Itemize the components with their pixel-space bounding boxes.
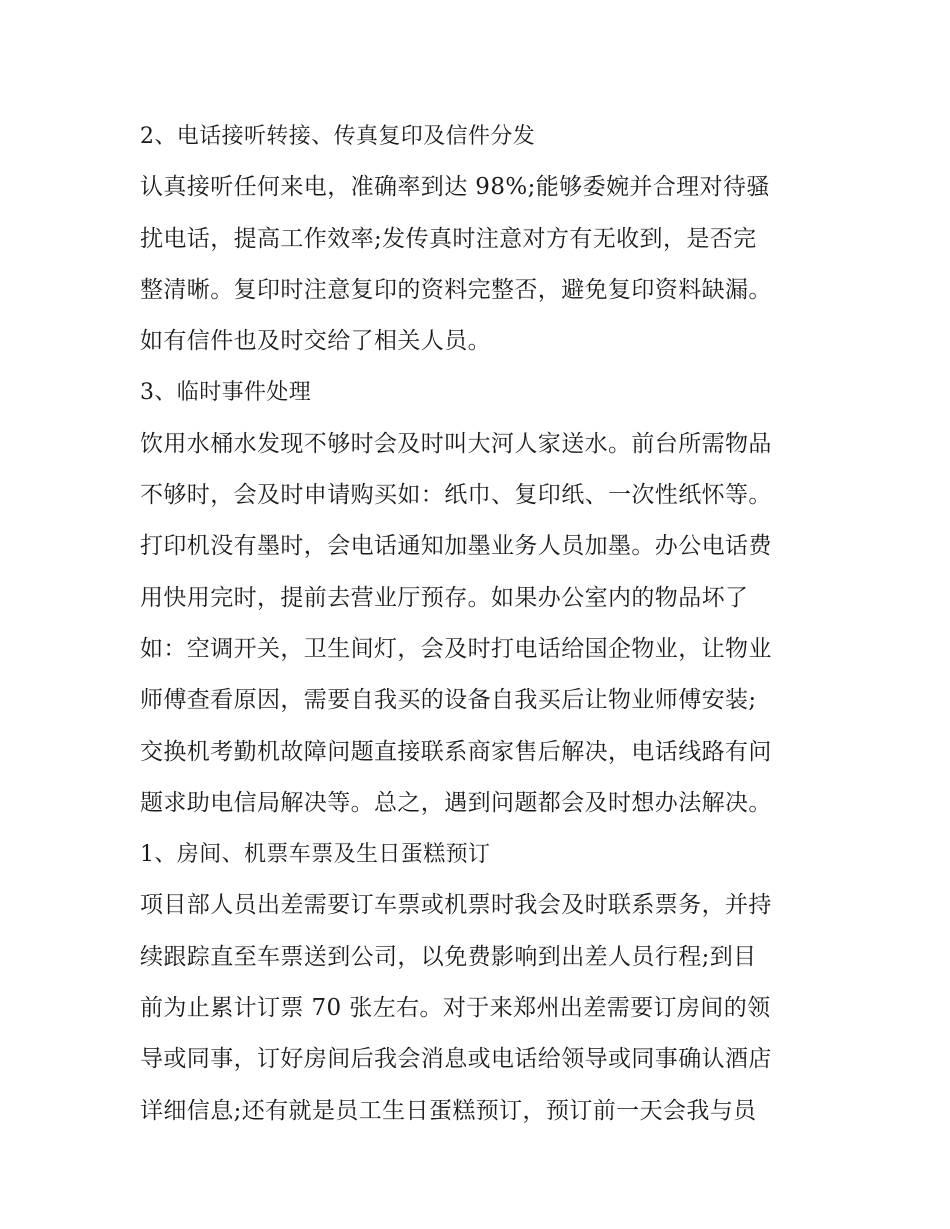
paragraph-line: 项目部人员出差需要订车票或机票时我会及时联系票务，并持 xyxy=(140,892,772,919)
paragraph-line: 如有信件也及时交给了相关人员。 xyxy=(140,328,491,355)
paragraph-line: 师傅查看原因，需要自我买的设备自我买后让物业师傅安装; xyxy=(140,687,757,714)
paragraph-line: 交换机考勤机故障问题直接联系商家售后解决，电话线路有问 xyxy=(140,738,772,765)
paragraph-line: 饮用水桶水发现不够时会及时叫大河人家送水。前台所需物品 xyxy=(140,430,772,457)
paragraph-line: 不够时，会及时申请购买如：纸巾、复印纸、一次性纸怀等。 xyxy=(140,482,772,509)
paragraph-line: 扰电话，提高工作效率;发传真时注意对方有无收到，是否完 xyxy=(140,225,757,252)
paragraph-line: 用快用完时，提前去营业厅预存。如果办公室内的物品坏了 xyxy=(140,584,749,611)
paragraph-line: 题求助电信局解决等。总之，遇到问题都会及时想办法解决。 xyxy=(140,789,772,816)
paragraph-line: 前为止累计订票 70 张左右。对于来郑州出差需要订房间的领 xyxy=(140,995,771,1022)
paragraph-line: 如：空调开关，卫生间灯，会及时打电话给国企物业，让物业 xyxy=(140,635,772,662)
section-heading-bookings: 1、房间、机票车票及生日蛋糕预订 xyxy=(140,842,491,868)
paragraph-line: 认真接听任何来电，准确率到达 98%;能够委婉并合理对待骚 xyxy=(140,174,770,201)
paragraph-line: 详细信息;还有就是员工生日蛋糕预订，预订前一天会我与员 xyxy=(140,1097,757,1124)
paragraph-line: 续跟踪直至车票送到公司，以免费影响到出差人员行程;到目 xyxy=(140,943,757,970)
section-heading-phone-fax-mail: 2、电话接听转接、传真复印及信件分发 xyxy=(140,124,536,149)
document-body xyxy=(140,111,820,1137)
paragraph-line: 整清晰。复印时注意复印的资料完整否，避免复印资料缺漏。 xyxy=(140,276,772,303)
section-heading-temporary-events: 3、临时事件处理 xyxy=(140,380,312,406)
paragraph-line: 打印机没有墨时，会电话通知加墨业务人员加墨。办公电话费 xyxy=(140,533,772,560)
paragraph-line: 导或同事，订好房间后我会消息或电话给领导或同事确认酒店 xyxy=(140,1046,772,1073)
